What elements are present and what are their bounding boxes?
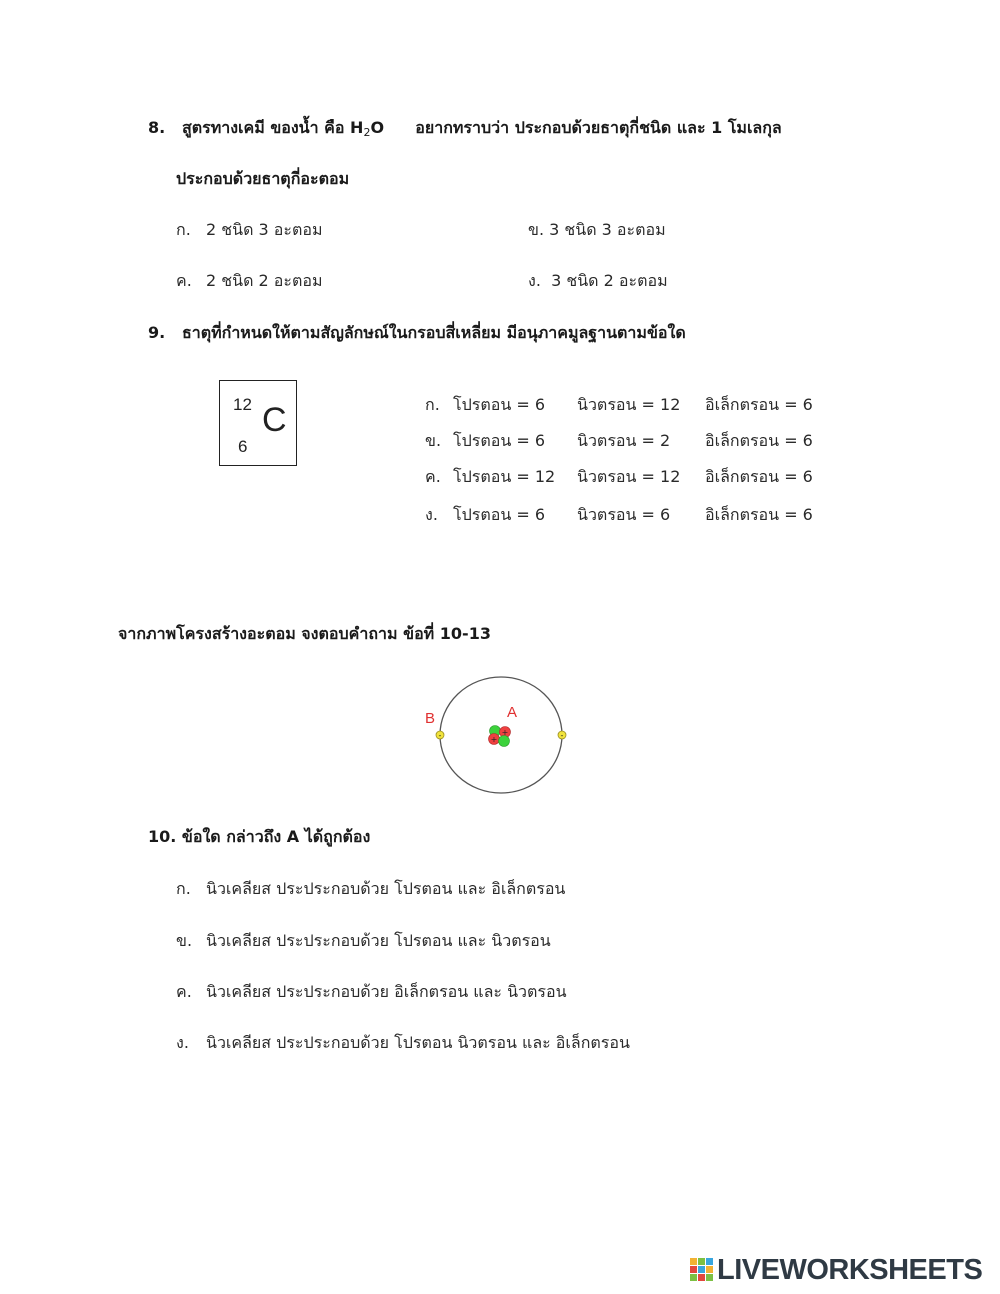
electron-sign: - (560, 731, 564, 740)
q8-text-pre: สูตรทางเคมี ของน้ำ คือ H (181, 118, 364, 137)
q9-option-a[interactable] (425, 393, 813, 418)
q8-line2: ประกอบด้วยธาตุกี่อะตอม (176, 169, 350, 188)
q8-option-c[interactable] (176, 269, 323, 294)
q10-option-c[interactable] (176, 980, 567, 1005)
q9-option-c-electrons: อิเล็กตรอน = 6 (705, 467, 813, 486)
liveworksheets-icon (690, 1258, 714, 1282)
q9-option-d-letter: ง. (425, 505, 438, 524)
q9-option-a-protons: โปรตอน = 6 (453, 395, 546, 414)
q8-option-b-letter: ข. (528, 220, 545, 239)
q8-option-a-letter: ก. (176, 220, 191, 239)
q10-option-c-letter: ค. (176, 982, 192, 1001)
q10-number: 10. (148, 827, 177, 846)
q10-option-a-letter: ก. (176, 879, 191, 898)
q10-option-d-letter: ง. (176, 1033, 189, 1052)
q9-option-d-protons: โปรตอน = 6 (453, 505, 546, 524)
q8-option-d-text: 3 ชนิด 2 อะตอม (551, 271, 668, 290)
q9-option-b[interactable] (425, 429, 813, 454)
q8-number: 8. (148, 118, 166, 137)
q9-option-b-protons: โปรตอน = 6 (453, 431, 546, 450)
q9-question (148, 321, 686, 346)
q9-option-b-neutrons: นิวตรอน = 2 (577, 431, 671, 450)
atom-diagram (415, 670, 590, 800)
q10-text: ข้อใด กล่าวถึง A ได้ถูกต้อง (181, 827, 371, 846)
q8-line1 (148, 116, 782, 141)
q8-option-c-letter: ค. (176, 271, 192, 290)
q8-text-post: อยากทราบว่า ประกอบด้วยธาตุกี่ชนิด และ 1 โมเลกุล (415, 118, 782, 137)
q8-text-mid: O (370, 118, 385, 137)
q8-option-b-text: 3 ชนิด 3 อะตอม (549, 220, 666, 239)
q9-option-a-electrons: อิเล็กตรอน = 6 (705, 395, 813, 414)
q10-option-b[interactable] (176, 929, 551, 954)
q9-option-d[interactable] (425, 503, 813, 528)
section-heading: จากภาพโครงสร้างอะตอม จงตอบคำถาม ข้อที่ 10-13 (118, 624, 491, 643)
element-symbol: C (262, 401, 287, 439)
atomic-number: 6 (238, 437, 248, 456)
q10-option-d-text: นิวเคลียส ประประกอบด้วย โปรตอน นิวตรอน และ อิเล็กตรอน (206, 1033, 630, 1052)
label-b: B (425, 710, 436, 727)
q8-subscript: 2 (363, 126, 371, 139)
q9-option-c-letter: ค. (425, 467, 441, 486)
q10-option-a-text: นิวเคลียส ประประกอบด้วย โปรตอน และ อิเล็กตรอน (206, 879, 566, 898)
proton-sign: + (501, 728, 509, 737)
liveworksheets-logo (690, 1250, 982, 1290)
q8-option-d-letter: ง. (528, 271, 541, 290)
q8-option-a-text: 2 ชนิด 3 อะตอม (206, 220, 323, 239)
q10-question (148, 825, 370, 850)
mass-number: 12 (233, 395, 252, 414)
q9-option-c-neutrons: นิวตรอน = 12 (577, 467, 681, 486)
element-symbol-box (219, 380, 297, 466)
q10-option-b-letter: ข. (176, 931, 193, 950)
q9-option-b-electrons: อิเล็กตรอน = 6 (705, 431, 813, 450)
q9-option-c-protons: โปรตอน = 12 (453, 467, 556, 486)
neutron-particle (499, 736, 510, 747)
brand-name: LIVEWORKSHEETS (717, 1253, 983, 1286)
q9-number: 9. (148, 323, 166, 342)
proton-sign: + (490, 735, 498, 744)
q10-option-a[interactable] (176, 877, 565, 902)
q10-option-d[interactable] (176, 1031, 630, 1056)
q9-text: ธาตุที่กำหนดให้ตามสัญลักษณ์ในกรอบสี่เหลี่ยม มีอนุภาคมูลฐานตามข้อใด (181, 323, 686, 342)
electron-sign: - (438, 731, 442, 740)
q9-option-a-neutrons: นิวตรอน = 12 (577, 395, 681, 414)
q8-option-b[interactable] (528, 218, 666, 243)
q9-option-d-neutrons: นิวตรอน = 6 (577, 505, 671, 524)
q9-option-c[interactable] (425, 465, 813, 490)
nucleus (489, 726, 511, 747)
q8-option-c-text: 2 ชนิด 2 อะตอม (206, 271, 323, 290)
q9-option-d-electrons: อิเล็กตรอน = 6 (705, 505, 813, 524)
q9-option-a-letter: ก. (425, 395, 440, 414)
label-a: A (507, 704, 518, 721)
q10-option-c-text: นิวเคลียส ประประกอบด้วย อิเล็กตรอน และ นิวตรอน (206, 982, 567, 1001)
q8-option-d[interactable] (528, 269, 668, 294)
q8-option-a[interactable] (176, 218, 323, 243)
q9-option-b-letter: ข. (425, 431, 442, 450)
q10-option-b-text: นิวเคลียส ประประกอบด้วย โปรตอน และ นิวตรอน (206, 931, 551, 950)
